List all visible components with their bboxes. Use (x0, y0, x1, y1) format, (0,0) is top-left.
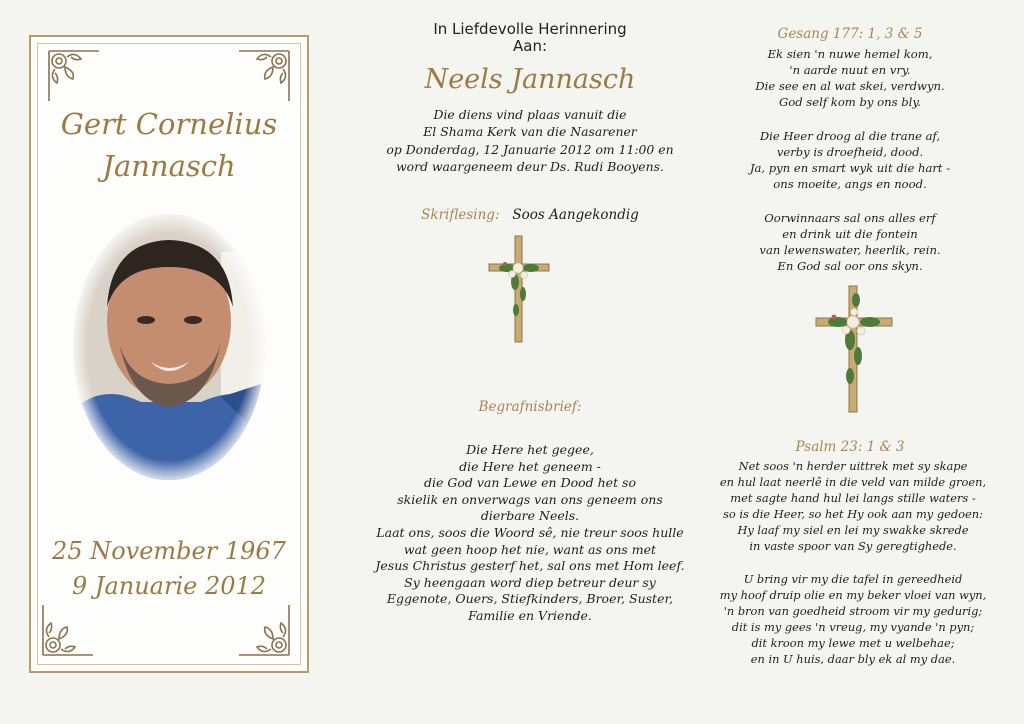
death-date: 9 Januarie 2012 (71, 572, 267, 600)
letter-line: Familie en Vriende. (468, 607, 592, 623)
hymn-line: en drink uit die fontein (782, 227, 918, 241)
service-line: op Donderdag, 12 Januarie 2012 om 11:00 en (386, 141, 674, 157)
psalm-line: U bring vir my die tafel in gereedheid (743, 572, 963, 587)
corner-ornament-icon (39, 601, 97, 659)
letter-line: skielik en onverwags van ons geneem ons (397, 491, 663, 507)
hymn-line: Ek sien 'n nuwe hemel kom, (767, 47, 933, 61)
hymn-line: verby is droefheid, dood. (776, 145, 924, 159)
portrait-photo (71, 212, 267, 482)
letter-line: wat geen hoop het nie, want as ons met (403, 541, 657, 557)
floral-cross-icon (485, 234, 553, 344)
memorial-heading: In Liefdevolle Herinnering (433, 20, 627, 38)
psalm-line: en in U huis, daar bly ek al my dae. (750, 651, 956, 666)
hymn-line: Die see en al wat skei, verdwyn. (755, 79, 945, 93)
funeral-letter (350, 442, 710, 625)
letter-line: Die Here het gegee, (466, 442, 594, 457)
letter-line: die God van Lewe en Dood het so (423, 475, 637, 491)
service-details (360, 106, 700, 176)
hymn-line: ons moeite, angs en nood. (773, 177, 927, 191)
deceased-first-names: Gert Cornelius (60, 107, 278, 141)
letter-line: dierbare Neels. (480, 508, 580, 524)
corner-ornament-icon (45, 47, 103, 105)
psalm-line: my hoof druip olie en my beker vloei van wyn, (719, 588, 987, 603)
memorial-heading-aan: Aan: (512, 37, 547, 55)
hymn-line: Ja, pyn en smart wyk uit die hart - (749, 161, 951, 175)
psalm-line: 'n bron van goedheid stroom vir my gedurig; (723, 604, 983, 619)
psalm-line: met sagte hand hul lei langs stille waters - (730, 490, 976, 505)
letter-line: Jesus Christus gesterf het, sal ons met Hom leef. (375, 558, 685, 574)
birth-date: 25 November 1967 (52, 537, 286, 565)
letter-title: Begrafnisbrief: (478, 399, 582, 415)
memorial-card (29, 35, 309, 673)
psalm-line: so is die Heer, so het Hy ook aan my gedoen: (723, 506, 983, 521)
hymn-line: Oorwinnaars sal ons alles erf (764, 211, 936, 225)
letter-line: Laat ons, soos die Woord sê, nie treur soos hulle (376, 524, 684, 540)
hymn-title: Gesang 177: 1, 3 & 5 (777, 26, 923, 42)
hymn-line: 'n aarde nuut en vry. (789, 63, 911, 77)
hymn-line: van lewenswater, heerlik, rein. (759, 243, 941, 257)
scripture-reading (380, 208, 680, 224)
psalm-line: dit is my gees 'n vreug, my vyande 'n pyn; (731, 620, 975, 635)
hymn-line: En God sal oor ons skyn. (777, 259, 923, 273)
letter-line: Eggenote, Ouers, Stiefkinders, Broer, Suster, (386, 591, 674, 607)
psalm-line: Net soos 'n herder uittrek met sy skape (738, 459, 968, 473)
service-line: Die diens vind plaas vanuit die (433, 107, 627, 122)
psalm-line: Hy laaf my siel en lei my swakke skrede (737, 522, 969, 537)
psalm-line: dit kroon my lewe met u welbehae; (751, 636, 955, 651)
letter-line: Sy heengaan word diep betreur deur sy (404, 574, 656, 590)
deceased-surname: Jannasch (102, 149, 236, 183)
scripture-value: Soos Aangekondig (512, 207, 639, 223)
psalm-line: en hul laat neerlê in die veld van milde groen, (719, 474, 987, 489)
psalm-title: Psalm 23: 1 & 3 (795, 439, 905, 455)
corner-ornament-icon (235, 601, 293, 659)
floral-cross-icon (812, 284, 896, 414)
service-line: El Shama Kerk van die Nasarener (423, 124, 637, 140)
hymn-line: God self kom by ons bly. (778, 95, 922, 109)
letter-line: die Here het geneem - (459, 458, 601, 474)
corner-ornament-icon (235, 47, 293, 105)
hymn-line: Die Heer droog al die trane af, (759, 129, 941, 143)
scripture-label: Skriflesing: (421, 207, 500, 223)
psalm-line: in vaste spoor van Sy geregtighede. (749, 538, 957, 553)
psalm-text (705, 459, 1001, 668)
memorial-name: Neels Jannasch (424, 64, 636, 95)
service-line: word waargeneem deur Ds. Rudi Booyens. (396, 159, 664, 175)
hymn-text (720, 46, 980, 274)
